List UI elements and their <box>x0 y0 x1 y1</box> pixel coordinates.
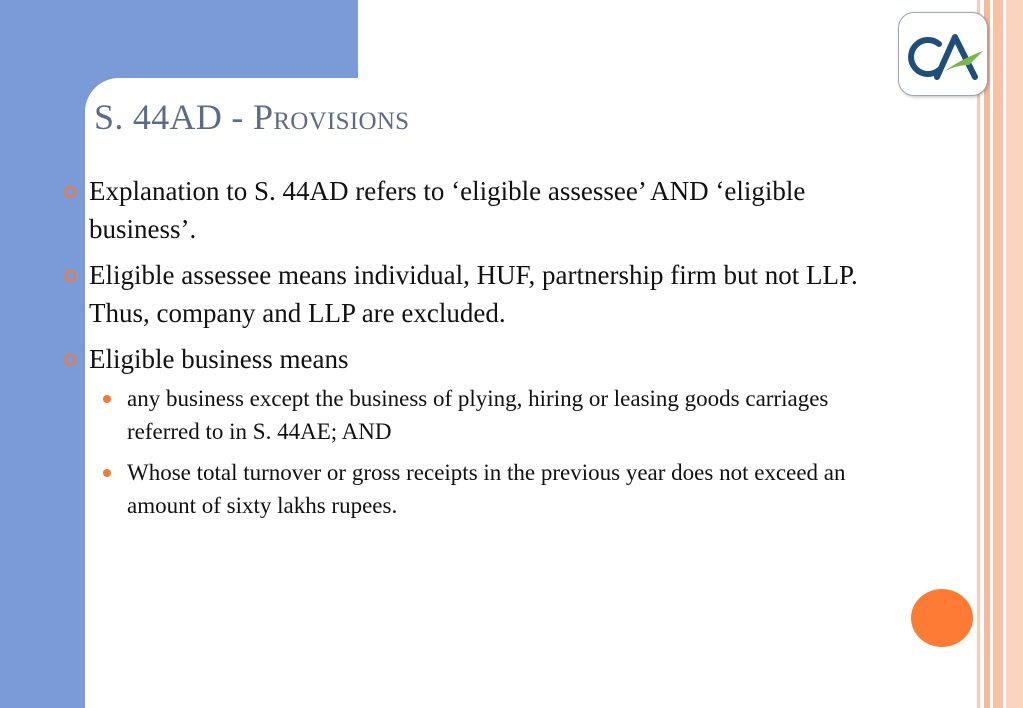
ca-logo-icon <box>899 13 987 95</box>
bullet-list <box>62 172 892 530</box>
bullet-item <box>62 172 892 248</box>
sub-bullet-text: any business except the business of plying, hiring or leasing goods carriages referred to in S. 44AE; AND <box>127 386 829 444</box>
orange-circle-decoration <box>911 589 973 647</box>
sub-bullet-item <box>89 456 892 522</box>
sub-bullet-text: Whose total turnover or gross receipts in the previous year does not exceed an amount of sixty lakhs rupees. <box>127 460 846 518</box>
slide-title: S. 44AD - Provisions <box>94 97 410 137</box>
filled-dot-bullet-icon <box>103 395 111 403</box>
hollow-circle-bullet-icon <box>64 186 76 198</box>
sub-bullet-item <box>89 382 892 448</box>
bullet-item <box>62 256 892 332</box>
ca-logo <box>898 12 988 96</box>
bullet-item <box>62 340 892 522</box>
logo-text: CA <box>899 13 901 14</box>
bullet-text: Eligible business means <box>89 344 349 374</box>
right-decorative-stripes <box>977 0 1023 708</box>
bullet-text: Explanation to S. 44AD refers to ‘eligible assessee’ AND ‘eligible business’. <box>89 176 806 244</box>
hollow-circle-bullet-icon <box>64 270 76 282</box>
filled-dot-bullet-icon <box>103 469 111 477</box>
hollow-circle-bullet-icon <box>64 354 76 366</box>
bullet-text: Eligible assessee means individual, HUF, partnership firm but not LLP. Thus, company and LLP are excluded. <box>89 260 858 328</box>
sub-bullet-list <box>89 382 892 522</box>
